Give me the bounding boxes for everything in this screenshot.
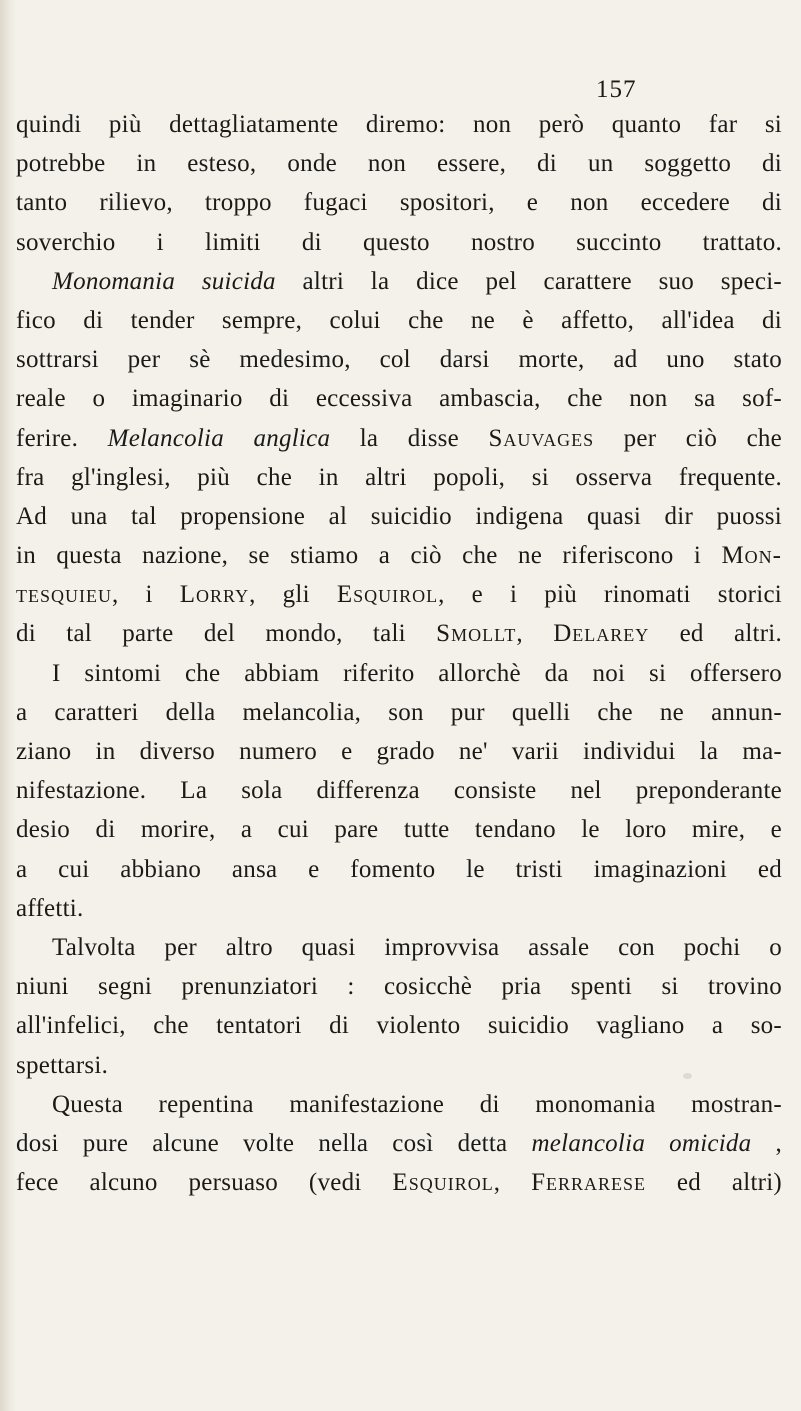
text-line (0, 105, 782, 144)
text-line (0, 1085, 782, 1124)
text-segment: ziano in diverso numero e grado ne' varii individui la ma- (16, 738, 782, 765)
text-segment: soverchio i limiti di questo nostro succinto trattato. (16, 228, 782, 256)
text-segment: affetti. (16, 894, 84, 922)
text-segment: , e i più rinomati storici (438, 581, 782, 609)
text-segment: Questa repentina manifestazione di monomania mostran- (52, 1090, 782, 1118)
text-segment: , gli (249, 581, 337, 609)
text-segment: in questa nazione, se stiamo a ciò che ne riferiscono i (16, 542, 722, 570)
text-segment: Talvolta per altro quasi improvvisa assale con pochi o (52, 933, 782, 961)
text-segment: dosi pure alcune volte nella così detta (16, 1129, 532, 1157)
italic-phrase: Monomania suicida (52, 267, 276, 295)
author-name: Smollt (436, 620, 517, 648)
text-segment: , i (112, 581, 180, 609)
text-segment: fece alcuno persuaso (vedi (16, 1169, 393, 1197)
text-line (0, 732, 782, 771)
text-segment: all'infelici, che tentatori di violento suicidio vagliano a so- (16, 1012, 782, 1040)
text-segment: a cui abbiano ansa e fomento le tristi imaginazioni ed (16, 855, 782, 883)
text-segment: di tal parte del mondo, tali (16, 620, 437, 648)
author-name: Delarey (553, 620, 650, 648)
author-name: Sauvages (488, 424, 595, 452)
text-segment: desio di morire, a cui pare tutte tendano le loro mire, e (16, 816, 782, 844)
text-line (0, 771, 782, 810)
text-segment: Ad una tal propensione al suicidio indigena quasi dir puossi (16, 502, 782, 530)
page-number: 157 (596, 76, 637, 103)
text-line (0, 536, 782, 575)
text-line (0, 967, 782, 1006)
text-line (0, 614, 782, 653)
text-line (0, 379, 782, 418)
author-name: Mon- (721, 542, 782, 570)
text-line (0, 1163, 782, 1202)
body-text (0, 105, 801, 1202)
text-segment: I sintomi che abbiam riferito allorchè da noi si offersero (52, 659, 782, 687)
text-line (0, 654, 782, 693)
text-segment: quindi più dettagliatamente diremo: non però quanto far si (16, 111, 782, 138)
italic-phrase: melancolia omicida (531, 1129, 752, 1157)
text-segment: per ciò che (594, 424, 783, 452)
text-segment: a caratteri della melancolia, son pur quelli che ne annun- (16, 698, 782, 726)
text-line (0, 850, 782, 889)
text-line (0, 928, 782, 967)
author-name: Esquirol (392, 1169, 494, 1197)
author-name: Lorry (179, 581, 250, 609)
text-line (0, 144, 782, 183)
text-segment: reale o imaginario di eccessiva ambascia, che non sa sof- (16, 385, 782, 413)
text-segment: , (516, 620, 554, 648)
text-segment: tanto rilievo, troppo fugaci spositori, e non eccedere di (16, 189, 782, 217)
text-segment: , (751, 1129, 783, 1157)
text-segment: fra gl'inglesi, più che in altri popoli, si osserva frequente. (16, 463, 782, 491)
italic-phrase: Melancolia anglica (107, 424, 331, 452)
text-line (0, 1046, 801, 1085)
text-segment: altri la dice pel carattere suo speci- (275, 267, 782, 295)
text-line (0, 693, 782, 732)
author-name: Ferrarese (531, 1169, 647, 1197)
text-line (0, 575, 782, 614)
text-line (0, 1124, 782, 1163)
text-segment: la disse (330, 424, 489, 452)
text-line (0, 810, 782, 849)
text-line (0, 223, 782, 262)
paper-blemish (683, 1073, 692, 1079)
text-line (0, 458, 782, 497)
text-segment: spettarsi. (16, 1051, 109, 1079)
text-segment: ferire. (16, 424, 108, 452)
text-line (0, 1006, 782, 1045)
text-segment: ed altri. (649, 620, 783, 648)
text-segment: , (493, 1169, 532, 1197)
text-segment: sottrarsi per sè medesimo, col darsi morte, ad uno stato (16, 346, 782, 374)
text-segment: potrebbe in esteso, onde non essere, di un soggetto di (16, 150, 782, 178)
text-line (0, 183, 782, 222)
author-name: Esquirol (336, 581, 439, 609)
text-segment: fico di tender sempre, colui che ne è affetto, all'idea di (16, 306, 782, 334)
text-line (0, 889, 801, 928)
text-segment: niuni segni prenunziatori : cosicchè pria spenti si trovino (16, 973, 782, 1001)
text-segment: ed altri) (646, 1169, 782, 1197)
text-segment: nifestazione. La sola differenza consiste nel preponderante (16, 777, 782, 805)
text-line (0, 301, 782, 340)
text-line (0, 262, 782, 301)
text-line (0, 340, 782, 379)
author-name: tesquieu (16, 581, 112, 609)
text-line (0, 419, 782, 458)
text-line (0, 497, 782, 536)
